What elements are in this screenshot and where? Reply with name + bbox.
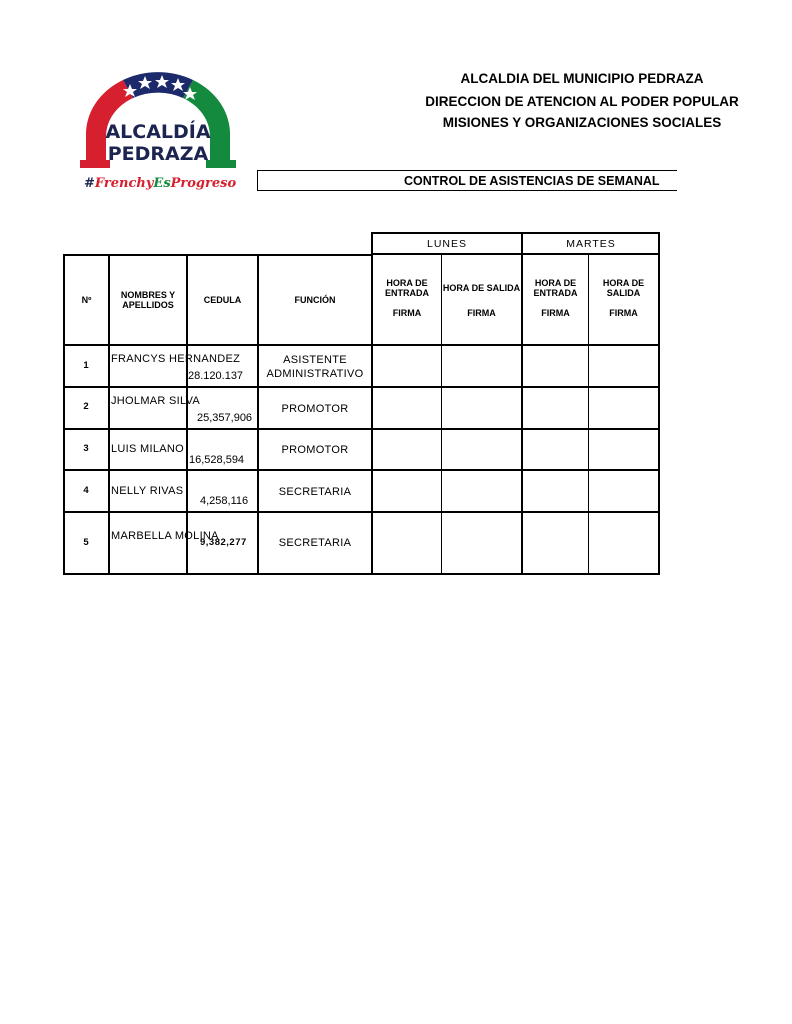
row-name: JHOLMAR SILVA (111, 395, 201, 407)
row-number: 2 (83, 401, 89, 412)
header-line-1: ALCALDIA DEL MUNICIPIO PEDRAZA (460, 71, 704, 86)
alcaldia-logo (78, 66, 238, 194)
row-name: FRANCYS HERNANDEZ (111, 353, 241, 365)
column-header-lunes-salida: HORA DE SALIDA (442, 282, 521, 293)
row-cedula: 16,528,594 (189, 454, 245, 466)
column-header-funcion: FUNCIÓN (294, 294, 336, 305)
grid-line (63, 428, 660, 430)
row-name: MARBELLA MOLINA (111, 530, 219, 542)
row-cedula: 25,357,906 (197, 412, 253, 424)
firma-label: FIRMA (541, 308, 570, 318)
column-header-names: NOMBRES Y APELLIDOS (120, 289, 176, 310)
row-name: LUIS MILANO (111, 443, 184, 455)
hashtag-symbol: # (84, 176, 95, 191)
grid-line (63, 469, 660, 471)
grid-line (371, 232, 660, 234)
logo-line-1: ALCALDÍA (105, 121, 211, 143)
column-header-lunes-entrada: HORA DE ENTRADA (385, 277, 429, 298)
firma-label: FIRMA (392, 308, 422, 318)
grid-line (63, 386, 660, 388)
grid-line (63, 344, 660, 346)
hashtag-frenchy: Frenchy (94, 176, 154, 191)
logo-hashtag (84, 176, 236, 191)
hashtag-es: Es (153, 176, 171, 191)
row-funcion: PROMOTOR (281, 403, 349, 415)
row-number: 4 (83, 485, 89, 496)
row-funcion: SECRETARIA (278, 486, 352, 498)
row-funcion: SECRETARIA (278, 537, 352, 549)
column-header-martes-salida: HORA DE SALIDA (602, 277, 645, 298)
hashtag-progreso: Progreso (170, 176, 237, 191)
header-line-2: DIRECCION DE ATENCION AL PODER POPULAR (425, 94, 739, 109)
firma-label: FIRMA (467, 308, 496, 318)
grid-line (658, 232, 660, 575)
row-name: NELLY RIVAS (111, 485, 184, 497)
column-header-martes-entrada: HORA DE ENTRADA (533, 277, 578, 298)
column-header-cedula: CEDULA (203, 294, 242, 305)
row-funcion: ASISTENTE ADMINISTRATIVO (266, 354, 364, 381)
grid-line (63, 511, 660, 513)
logo-line-2: PEDRAZA (107, 143, 209, 165)
grid-line (441, 254, 442, 575)
row-number: 1 (83, 360, 89, 371)
row-number: 3 (83, 443, 89, 454)
grid-line (588, 254, 589, 575)
row-number: 5 (83, 537, 89, 548)
control-title: CONTROL DE ASISTENCIAS DE SEMANAL (404, 174, 660, 188)
header-line-3: MISIONES Y ORGANIZACIONES SOCIALES (442, 115, 722, 130)
row-cedula: 28.120.137 (188, 370, 244, 382)
firma-label: FIRMA (609, 308, 638, 318)
grid-line (371, 253, 660, 255)
row-cedula: 4,258,116 (200, 495, 249, 507)
day-header-martes: MARTES (566, 238, 616, 250)
grid-line (63, 573, 660, 575)
row-cedula: 9,382,277 (200, 537, 247, 548)
row-funcion: PROMOTOR (281, 444, 349, 456)
column-header-num: Nº (81, 294, 92, 305)
day-header-lunes: LUNES (426, 238, 467, 250)
